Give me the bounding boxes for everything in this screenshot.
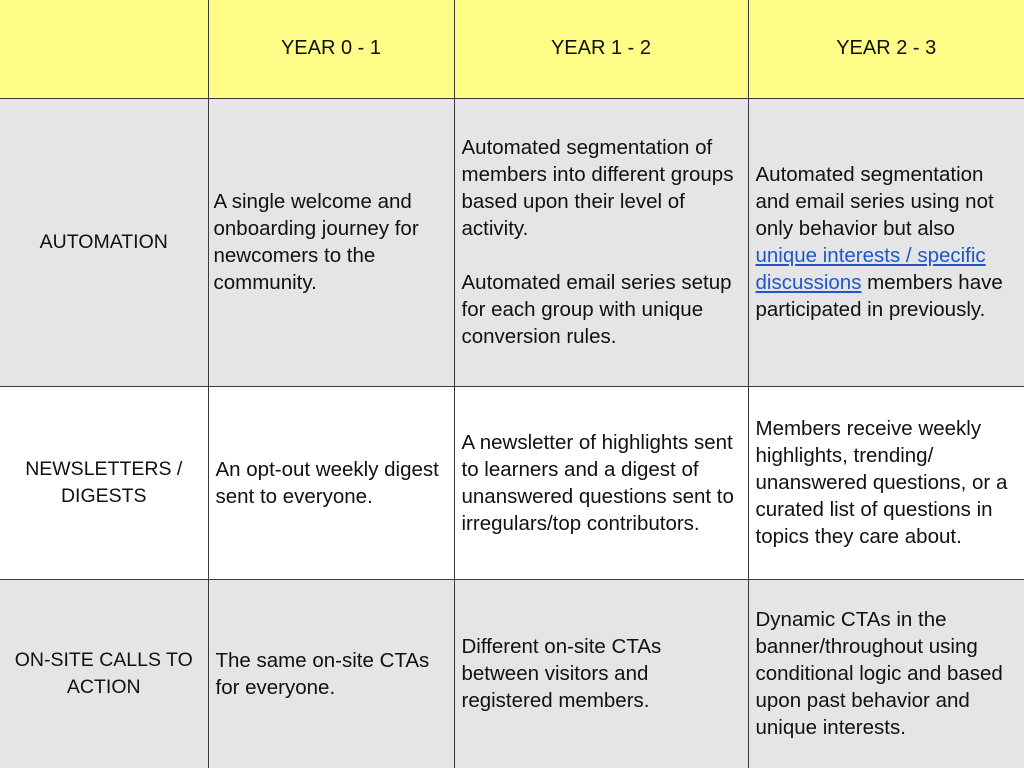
cta-row [0, 579, 1024, 768]
cta-year-2-3-cell: Dynamic CTAs in the banner/throughout using conditional logic and based upon past behavior and unique interests. [748, 579, 1024, 768]
header-year-0-1: YEAR 0 - 1 [208, 0, 454, 98]
automation-row [0, 98, 1024, 386]
header-corner-cell [0, 0, 208, 98]
newsletters-row-label: NEWSLETTERS / DIGESTS [0, 386, 208, 579]
automation-year-2-3-text-after: members have participated in previously. [755, 271, 1003, 321]
cta-year-0-1-cell: The same on-site CTAs for everyone. [208, 579, 454, 768]
automation-year-0-1-cell: A single welcome and onboarding journey for newcomers to the community. [208, 98, 454, 386]
automation-year-2-3-cell [748, 98, 1024, 386]
header-row [0, 0, 1024, 98]
newsletters-row [0, 386, 1024, 579]
newsletters-year-1-2-cell: A newsletter of highlights sent to learners and a digest of unanswered questions sent to irregulars/top contributors. [454, 386, 748, 579]
automation-year-1-2-paragraph-2: Automated email series setup for each group with unique conversion rules. [461, 271, 732, 348]
automation-year-1-2-cell [454, 98, 748, 386]
cta-row-label: ON-SITE CALLS TO ACTION [0, 579, 208, 768]
header-year-2-3: YEAR 2 - 3 [748, 0, 1024, 98]
newsletters-year-2-3-cell: Members receive weekly highlights, trending/ unanswered questions, or a curated list of questions in topics they care about. [748, 386, 1024, 579]
header-year-1-2: YEAR 1 - 2 [454, 0, 748, 98]
automation-row-label: AUTOMATION [0, 98, 208, 386]
unique-interests-link[interactable]: unique interests / specific discussions [755, 244, 986, 294]
newsletters-year-0-1-cell: An opt-out weekly digest sent to everyone. [208, 386, 454, 579]
automation-year-2-3-text-before: Automated segmentation and email series using not only behavior but also [755, 163, 994, 240]
paragraph-gap [462, 242, 742, 269]
cta-year-1-2-cell: Different on-site CTAs between visitors and registered members. [454, 579, 748, 768]
automation-year-1-2-paragraph-1: Automated segmentation of members into different groups based upon their level of activity. [461, 136, 734, 240]
